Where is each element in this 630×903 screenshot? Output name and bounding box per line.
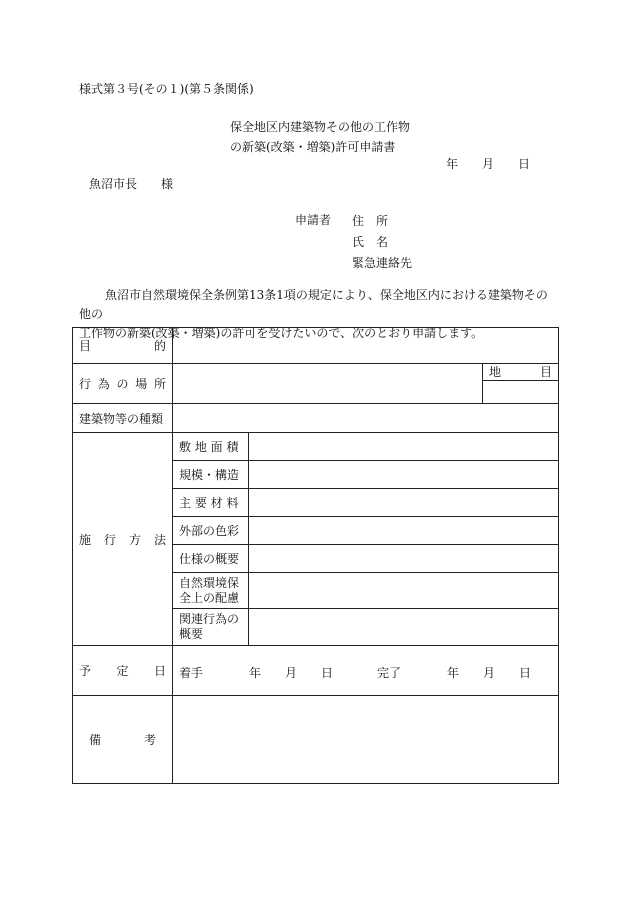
schedule-end-day: 日 xyxy=(519,666,532,680)
row-purpose xyxy=(73,328,559,364)
method-spec-field[interactable] xyxy=(249,545,559,573)
applicant-address-label: 住 所 xyxy=(352,214,389,228)
location-label xyxy=(73,364,173,404)
building-type-field[interactable] xyxy=(173,404,559,433)
remarks-char-2: 考 xyxy=(143,733,156,747)
row-building-type xyxy=(73,404,559,433)
applicant-label: 申請者 xyxy=(295,213,332,227)
remarks-label xyxy=(73,696,173,784)
schedule-start-year: 年 xyxy=(249,666,262,680)
date-day-label: 日 xyxy=(518,157,531,171)
method-char-4: 法 xyxy=(153,532,166,547)
method-scale-field[interactable] xyxy=(249,461,559,489)
method-site-area-field[interactable] xyxy=(249,433,559,461)
row-method-1 xyxy=(73,433,559,461)
applicant-name-label: 氏 名 xyxy=(352,235,389,249)
schedule-char-1: 予 xyxy=(79,664,92,678)
method-materials-label: 主 要 材 料 xyxy=(173,489,249,517)
location-char-2: 為 xyxy=(97,377,110,391)
method-color-label: 外部の色彩 xyxy=(173,517,249,545)
method-environment-field[interactable] xyxy=(249,573,559,609)
location-char-5: 所 xyxy=(153,377,166,391)
schedule-end-month: 月 xyxy=(483,666,496,680)
form-number: 様式第３号(その１)(第５条関係) xyxy=(79,82,254,96)
schedule-field[interactable] xyxy=(173,646,559,696)
purpose-field[interactable] xyxy=(173,328,559,364)
method-char-2: 行 xyxy=(103,532,116,547)
application-table xyxy=(72,327,559,784)
location-char-1: 行 xyxy=(79,377,92,391)
schedule-start-day: 日 xyxy=(321,666,334,680)
land-category-char-1: 地 xyxy=(489,365,502,379)
method-char-3: 方 xyxy=(128,532,141,547)
method-materials-field[interactable] xyxy=(249,489,559,517)
method-color-field[interactable] xyxy=(249,517,559,545)
method-related-field[interactable] xyxy=(249,609,559,646)
remarks-field[interactable] xyxy=(173,696,559,784)
row-remarks xyxy=(73,696,559,784)
addressee: 魚沼市長 様 xyxy=(89,177,174,191)
row-schedule xyxy=(73,646,559,696)
form-title-line2: の新築(改築・増築)許可申請書 xyxy=(230,140,396,154)
schedule-char-2: 定 xyxy=(116,664,129,678)
schedule-start-label: 着手 xyxy=(179,666,204,680)
method-spec-label: 仕様の概要 xyxy=(173,545,249,573)
land-category-field[interactable] xyxy=(483,381,558,403)
method-site-area-label: 敷 地 面 積 xyxy=(173,433,249,461)
applicant-fields xyxy=(352,211,412,274)
statement-line2: 工作物の新築(改築・増築)の許可を受けたいので、次のとおり申請します。 xyxy=(79,326,484,340)
date-year-label: 年 xyxy=(446,157,459,171)
location-field[interactable] xyxy=(173,364,483,404)
location-char-3: の xyxy=(116,377,129,391)
remarks-char-1: 備 xyxy=(89,733,102,747)
method-related-label: 関連行為の概要 xyxy=(173,609,249,646)
schedule-start-month: 月 xyxy=(285,666,298,680)
method-scale-label: 規模・構造 xyxy=(173,461,249,489)
purpose-char-1: 目 xyxy=(79,339,92,353)
row-location xyxy=(73,364,559,404)
schedule-end-label: 完了 xyxy=(377,666,402,680)
land-category-cell xyxy=(483,364,559,404)
schedule-label xyxy=(73,646,173,696)
schedule-end-year: 年 xyxy=(447,666,460,680)
statement-line1: 魚沼市自然環境保全条例第13条1項の規定により、保全地区内における建築物その他の xyxy=(79,288,548,321)
building-type-label: 建築物等の種類 xyxy=(73,404,173,433)
purpose-char-2: 的 xyxy=(153,339,166,353)
method-environment-label: 自然環境保全上の配慮 xyxy=(173,573,249,609)
form-title-line1: 保全地区内建築物その他の工作物 xyxy=(230,120,411,134)
location-char-4: 場 xyxy=(135,377,148,391)
method-label xyxy=(73,433,173,646)
land-category-char-2: 目 xyxy=(540,365,553,379)
applicant-contact-label: 緊急連絡先 xyxy=(352,256,413,270)
purpose-label xyxy=(73,328,173,364)
schedule-char-3: 日 xyxy=(153,664,166,678)
method-char-1: 施 xyxy=(79,532,92,547)
date-month-label: 月 xyxy=(482,157,495,171)
